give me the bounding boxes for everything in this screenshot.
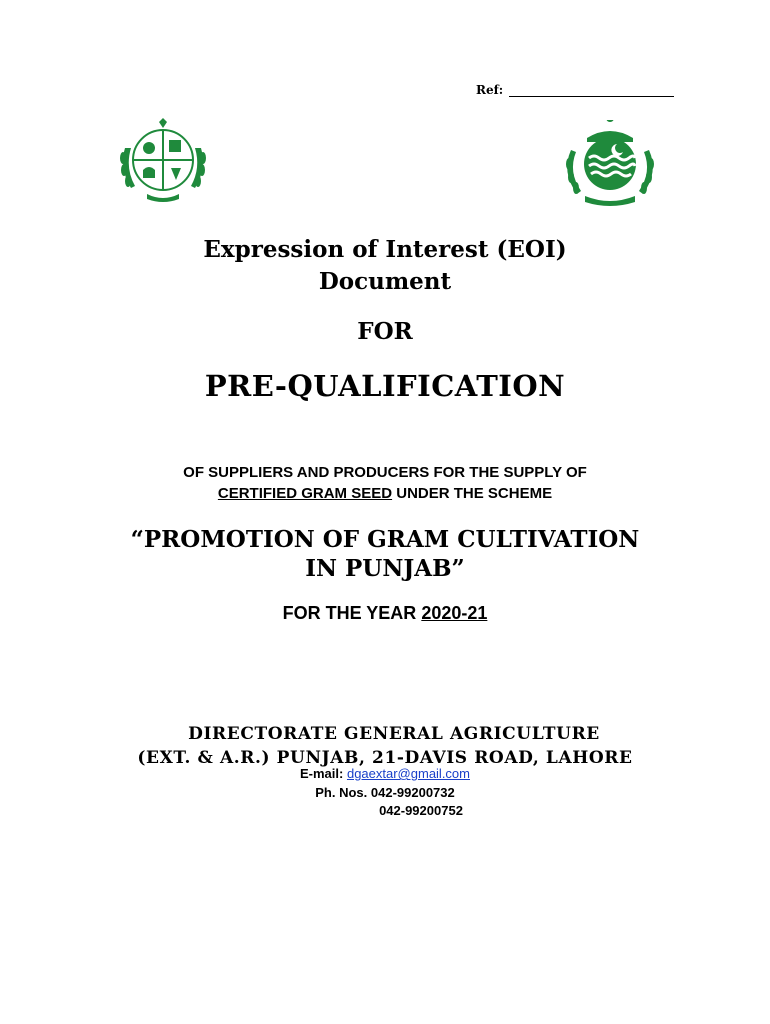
document-title — [0, 234, 770, 298]
suppliers-line-2 — [0, 483, 770, 504]
email-label: E-mail: — [300, 766, 344, 781]
certified-gram-seed: CERTIFIED GRAM SEED — [217, 485, 393, 502]
phone-label: Ph. Nos. — [315, 785, 368, 800]
scheme-title — [0, 525, 770, 583]
punjab-emblem-icon — [557, 120, 663, 206]
year-line — [0, 603, 770, 624]
year-label: FOR THE YEAR — [282, 603, 422, 623]
phone-2: 042-99200752 — [379, 803, 463, 818]
agriculture-emblem-icon — [113, 118, 213, 206]
year-value: 2020-21 — [421, 603, 488, 623]
scheme-line-1: “PROMOTION OF GRAM CULTIVATION — [130, 526, 640, 553]
title-line-2: Document — [318, 268, 452, 295]
for-heading: FOR — [357, 318, 413, 345]
email-line — [0, 766, 770, 781]
directorate-line-2: (EXT. & A.R.) PUNJAB, 21-DAVIS ROAD, LAHORE — [137, 748, 633, 768]
directorate-line-1: DIRECTORATE GENERAL AGRICULTURE — [188, 724, 600, 744]
phone-numbers — [0, 784, 770, 820]
email-link[interactable]: dgaextar@gmail.com — [346, 766, 470, 781]
phone-1: 042-99200732 — [370, 785, 455, 800]
ref-blank-line — [509, 84, 674, 97]
suppliers-line-1: OF SUPPLIERS AND PRODUCERS FOR THE SUPPLY OF — [183, 464, 587, 481]
phone-line-1 — [315, 785, 455, 800]
suppliers-line-2-rest: UNDER THE SCHEME — [392, 485, 553, 502]
title-line-1: Expression of Interest (EOI) — [203, 236, 567, 263]
ref-field — [476, 83, 674, 97]
directorate-address — [0, 722, 770, 770]
prequalification-heading: PRE-QUALIFICATION — [204, 369, 566, 403]
suppliers-description — [0, 462, 770, 504]
ref-label: Ref: — [476, 83, 504, 97]
scheme-line-2: IN PUNJAB” — [305, 555, 465, 582]
